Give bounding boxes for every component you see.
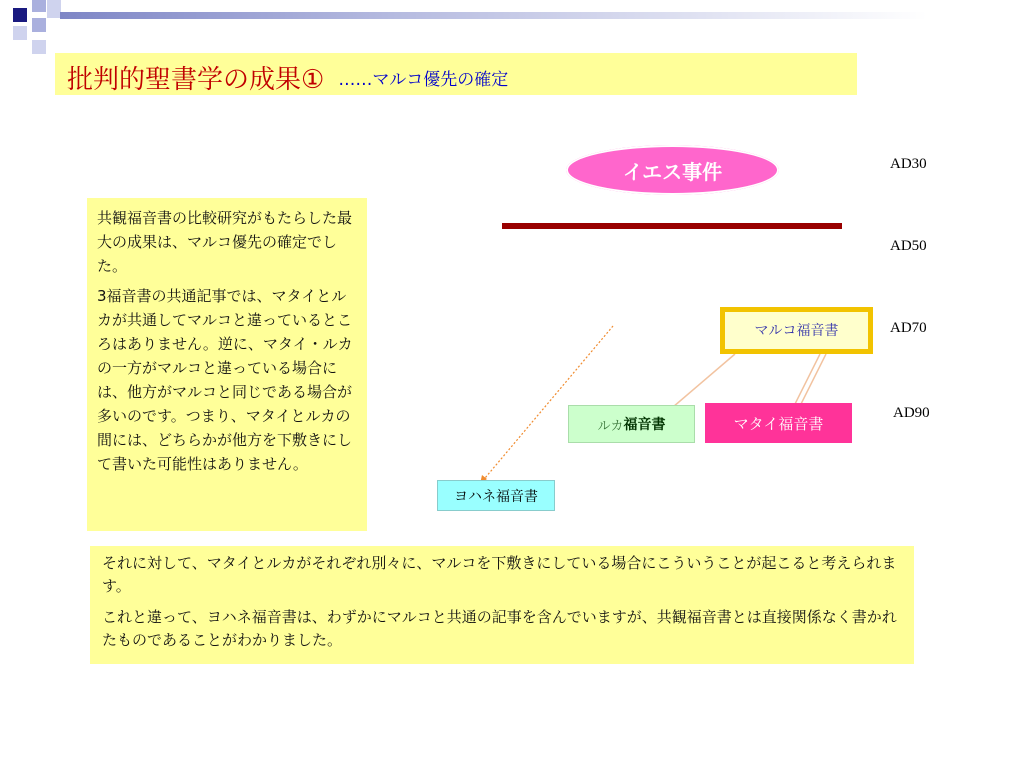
matthew-gospel-box <box>705 403 852 443</box>
conclusion-paragraph: それに対して、マタイとルカがそれぞれ別々に、マルコを下敷きにしている場合にこういうことが起こると考えられます。 <box>102 554 897 595</box>
john-gospel-box <box>437 480 555 511</box>
explanation-paragraph: 共観福音書の比較研究がもたらした最大の成果は、マルコ優先の確定でした。 <box>97 209 353 275</box>
john-gospel-label: ヨハネ福音書 <box>454 488 538 505</box>
jesus-event-label: イエス事件 <box>622 159 723 184</box>
ad-label: AD70 <box>890 320 927 336</box>
matthew-gospel-label: マタイ福音書 <box>733 414 824 433</box>
luke-gospel-label-suffix: 福音書 <box>623 417 666 433</box>
luke-gospel-box <box>568 405 695 443</box>
ad-label: AD30 <box>890 156 927 172</box>
explanation-paragraph: 3福音書の共通記事では、マタイとルカが共通してマルコと違っているところはありません。逆に、マタイ・ルカの一方がマルコと違っている場合には、他方がマルコと同じである場合が多いのです。つまり、マタイとルカの間には、どちらかが他方を下敷きにして書いた可能性はありません。 <box>97 287 353 473</box>
slide-title: 批判的聖書学の成果① <box>67 65 325 95</box>
conclusion-paragraph: これと違って、ヨハネ福音書は、わずかにマルコと共通の記事を含んでいますが、共観福音書とは直接関係なく書かれたものであることがわかりました。 <box>102 608 897 649</box>
ad-label: AD50 <box>890 238 927 254</box>
mark-gospel-box <box>720 307 873 354</box>
luke-gospel-label-prefix: ルカ <box>597 418 624 434</box>
jesus-event-ellipse <box>566 145 779 195</box>
ad-label: AD90 <box>893 405 930 421</box>
subtitle-ellipsis: …… <box>338 70 373 90</box>
subtitle-text: マルコ優先の確定 <box>372 70 509 90</box>
timeline-bar <box>502 223 842 229</box>
mark-gospel-label: マルコ福音書 <box>754 323 839 339</box>
conclusion-box <box>90 546 914 664</box>
